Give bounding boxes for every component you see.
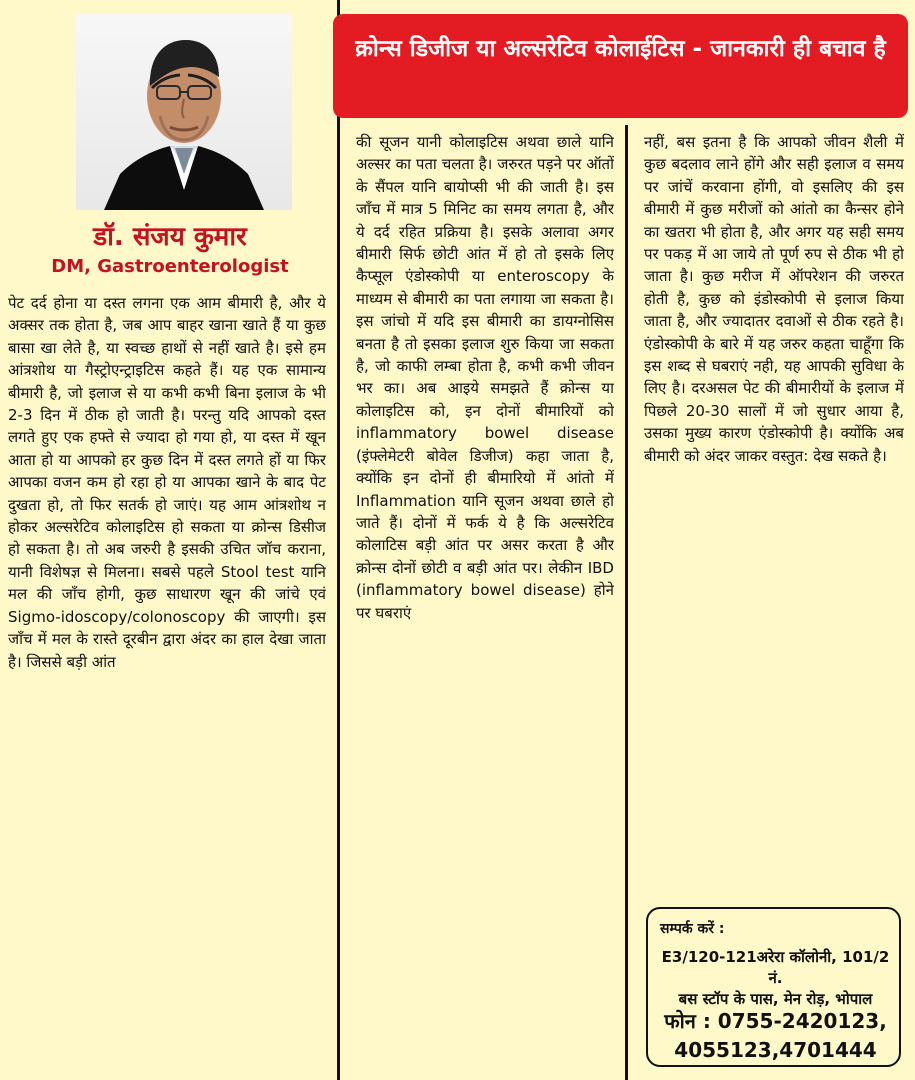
middle-column — [348, 125, 628, 1080]
doctor-portrait-icon — [76, 14, 292, 210]
contact-address — [658, 947, 893, 1010]
article-column-left: पेट दर्द होना या दस्त लगना एक आम बीमारी है, और ये अक्सर तक होता है, जब आप बाहर खाना खाते हैं या कुछ बासा खा लेते है, या स्वच्छ हाथों से नहीं खाते है। इसे हम आंत्रशोथ या गैस्ट्रोएन्ट्राइटिस कहते हैं। यह एक सामान्य बीमारी है, जो इलाज से या कभी कभी बिना इलाज के भी 2-3 दिन में ठीक हो जाती है। परन्तु यदि आपको दस्त लगते हुए एक हफ्ते से ज्यादा हो गया हो, या दस्त में खून आता हो या आपको हर कुछ दिन में दस्त लगते हों या फिर आपका वजन कम हो रहा हो या आपका खाने के बाद पेट दुखता हो, तो फिर सतर्क हो जाएं। यह आम आंत्रशोथ न होकर अल्सरेटिव कोलाइटिस हो सकता या क्रोन्स डिसीज हो सकता है। तो अब जरुरी है इसकी उचित जॉच कराना, यानी विशेषज्ञ से मिलना। सबसे पहले Stool test यानि मल की जाँच होगी, कुछ साधारण खून की जांचे एवं Sigmo-idoscopy/colonoscopy की जाएगी। इस जाँच में मल के रास्ते दूरबीन द्वारा अंदर का हाल देखा जाता है। जिससे बड़ी आंत — [8, 294, 326, 671]
article-column-right: नहीं, बस इतना है कि आपको जीवन शैली में कुछ बदलाव लाने होंगे और सही इलाज व समय पर जांचें करवाना होंगी, वो इसलिए की इस बीमारी में कुछ मरीजों को आंतो का कैन्सर होने का खतरा भी होता है, और अगर यह सही समय पर पकड़ में आ जाये तो पूर्ण रुप से ठीक भी हो जाता है। कुछ मरीज में ऑपरेशन की जरुरत होती है, कुछ को इंडोस्कोपी से इलाज किया जाता है, और ज्यादातर दवाओं से ठीक रहते है। एंडोस्कोपी के बारे में यह जरुर कहता चाहूँगा कि इस शब्द से घबराएं नही, यह आपकी सुविधा के लिए है। दरअसल पेट की बीमारीयों के इलाज में पिछले 20-30 सालों में जो सुधार आया है, उसका मुख्य कारण एंडोस्कोपी है। क्योंकि अब बीमारी को अंदर जाकर वस्तुत: देख सकते है। — [644, 133, 904, 465]
headline-banner: क्रोन्स डिजीज या अल्सरेटिव कोलाईटिस - जानकारी ही बचाव है — [333, 14, 908, 118]
article-column-middle: की सूजन यानी कोलाइटिस अथवा छाले यानि अल्सर का पता चलता है। जरुरत पड़ने पर ऑतों के सैंपल यानि बायोप्सी भी की जाती है। इस जाँच में मात्र 5 मिनिट का समय लगता है, और ये दर्द रहित प्रक्रिया है। इसके अलावा अगर बीमारी सिर्फ छोटी आंत में हो तो इसके लिए कैप्सूल एंडोस्कोपी या enteroscopy के माध्यम से बीमारी का पता लगाया जा सकता है। इस जांचो में यदि इस बीमारी का डायग्नोसिस बनता है तो इसका इलाज शुरु किया जा सकता है, जो काफी लम्बा होता है, कभी कभी जीवन भर का। अब आइये समझते हैं क्रोन्स या कोलाइटिस को, इन दोनों बीमारियों को inflammatory bowel disease (इंफ्लेमेटरी बोवेल डिजीज) कहा जाता है, क्योंकि इन दोनों ही बीमारियो में आंतो में Inflammation यानि सूजन अथवा छाले हो जाते हैं। दोनों में फर्क ये है कि अल्सरेटिव कोलाटिस बड़ी आंत पर असर करता है और क्रोन्स दोनों छोटी व बड़ी आंत पर। लेकीन IBD (inflammatory bowel disease) होने पर घबराएं — [356, 133, 614, 622]
contact-address-line-1: E3/120-121अरेरा कॉलोनी, 101/2 नं. — [661, 948, 890, 987]
contact-address-line-2: बस स्टॉप के पास, मेन रोड़, भोपाल — [678, 990, 873, 1008]
contact-box — [646, 907, 901, 1067]
contact-label: सम्पर्क करें : — [660, 921, 725, 937]
left-column — [0, 0, 340, 1080]
author-title: DM, Gastroenterologist — [51, 256, 289, 277]
contact-phone-line-1: फोन : 0755-2420123, — [664, 1009, 887, 1033]
contact-phone-line-2: 4055123,4701444 — [674, 1038, 877, 1062]
doctor-portrait-svg — [76, 14, 292, 210]
author-name: डॉ. संजय कुमार — [93, 222, 247, 252]
right-column — [636, 125, 915, 1080]
contact-phone — [658, 1007, 893, 1065]
